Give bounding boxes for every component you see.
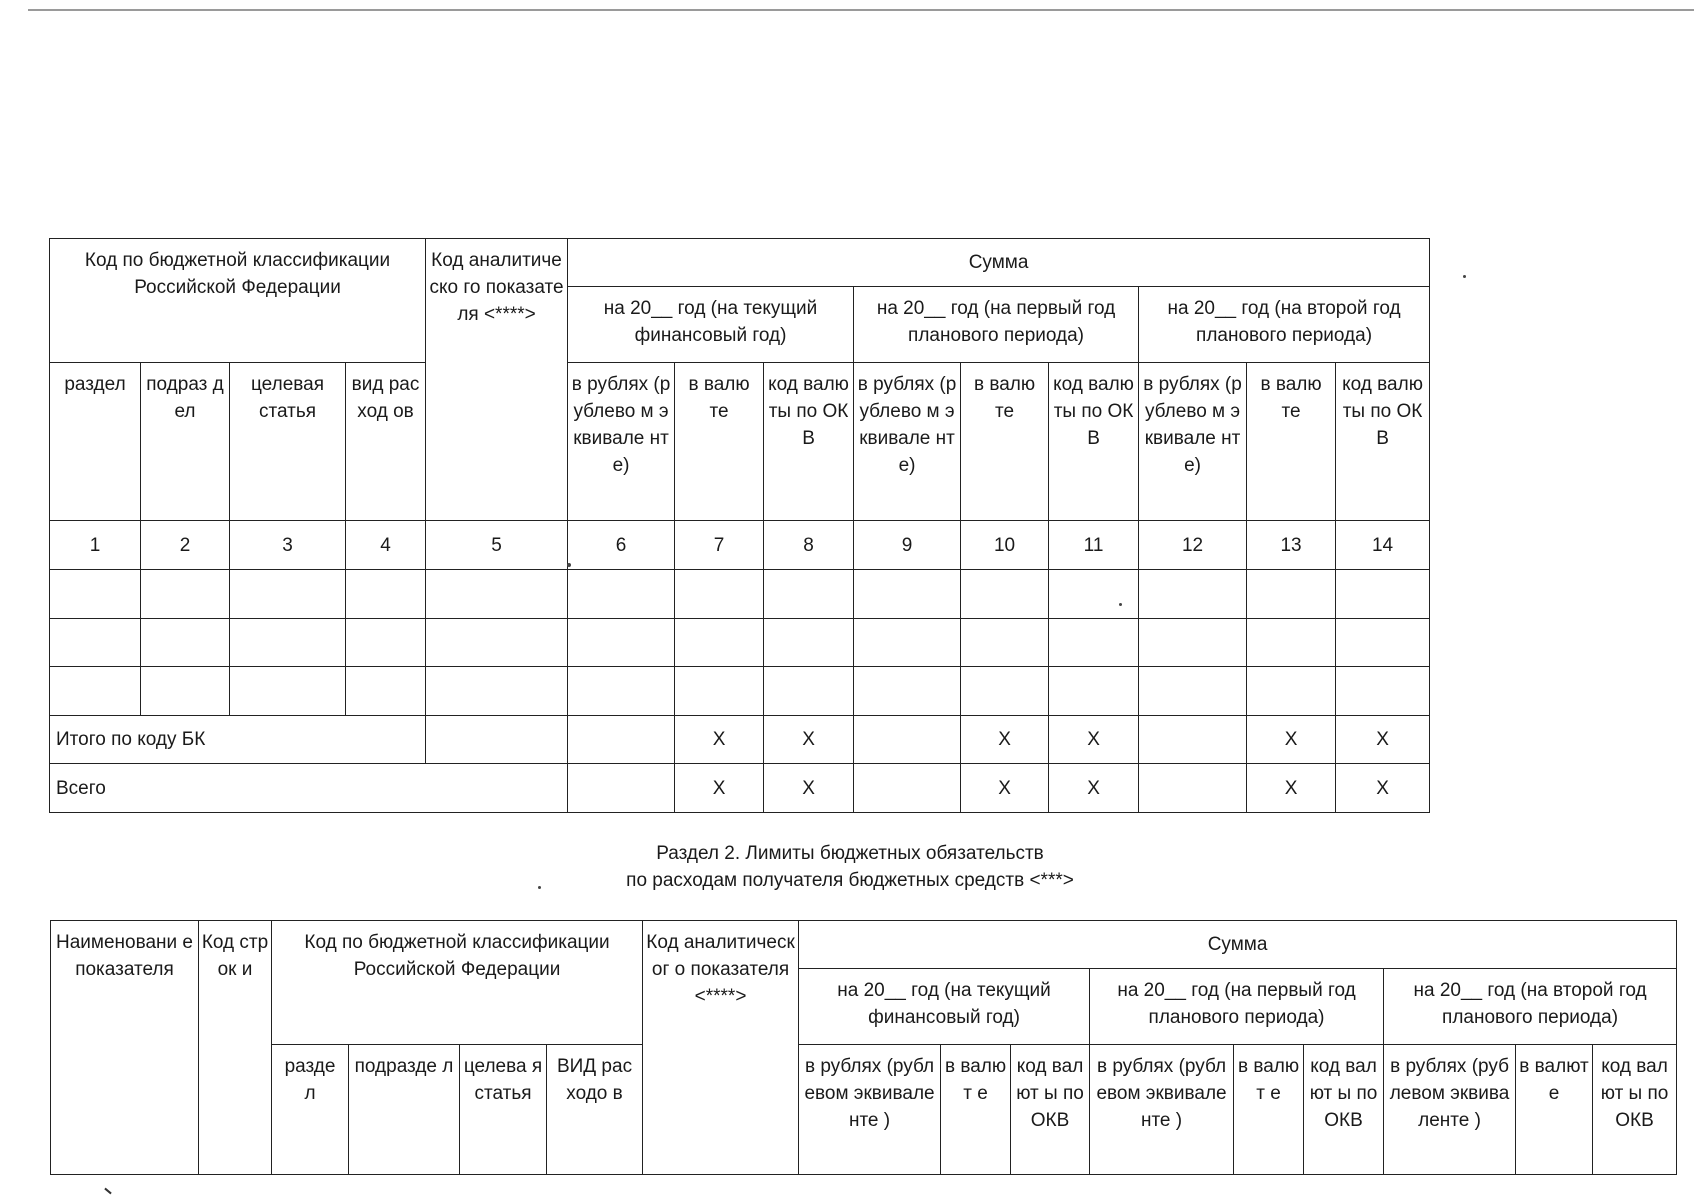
col-number: 12 (1139, 521, 1247, 570)
col-number: 1 (50, 521, 141, 570)
col-rub-current-2: в рублях (рублевом эквиваленте ) (799, 1045, 941, 1175)
x-mark: X (1049, 716, 1139, 764)
col-target-item: целевая статья (230, 363, 346, 521)
empty-cell[interactable] (1247, 570, 1336, 619)
col-number: 8 (764, 521, 854, 570)
x-mark: X (764, 716, 854, 764)
col-number: 4 (346, 521, 426, 570)
x-mark: X (675, 716, 764, 764)
col-okv-second: код валюты по ОКВ (1336, 363, 1430, 521)
empty-cell[interactable] (568, 619, 675, 667)
scan-mark (104, 1188, 111, 1195)
empty-cell[interactable] (854, 667, 961, 716)
empty-cell[interactable] (141, 667, 230, 716)
col-number: 6 (568, 521, 675, 570)
scan-speck (538, 886, 541, 889)
empty-cell[interactable] (568, 716, 675, 764)
empty-cell[interactable] (230, 619, 346, 667)
col-rub-second: в рублях (рублево м эквивале нте) (1139, 363, 1247, 521)
empty-cell[interactable] (1049, 570, 1139, 619)
col-number: 3 (230, 521, 346, 570)
x-mark: X (675, 764, 764, 813)
col-currency-current-2: в валют е (941, 1045, 1011, 1175)
col-okv-second-2: код валют ы по ОКВ (1593, 1045, 1677, 1175)
x-mark: X (1049, 764, 1139, 813)
col-okv-current-2: код валют ы по ОКВ (1011, 1045, 1090, 1175)
empty-cell[interactable] (50, 667, 141, 716)
empty-cell[interactable] (675, 619, 764, 667)
col-target-item-2: целева я статья (460, 1045, 547, 1175)
section2-title-line2: по расходам получателя бюджетных средств <***> (626, 870, 1074, 891)
col-currency-first-2: в валют е (1234, 1045, 1304, 1175)
empty-cell[interactable] (426, 570, 568, 619)
total-label: Всего (50, 764, 568, 813)
col-okv-first-2: код валют ы по ОКВ (1304, 1045, 1384, 1175)
analytic-code-header: Код аналитическо го показателя <****> (426, 239, 568, 521)
col-rub-second-2: в рублях (рублевом эквиваленте ) (1384, 1045, 1516, 1175)
bk-code-header: Код по бюджетной классификации Российской Федерации (50, 239, 426, 363)
empty-cell[interactable] (50, 619, 141, 667)
x-mark: X (1336, 716, 1430, 764)
empty-cell[interactable] (675, 570, 764, 619)
analytic-code-header-2: Код аналитическог о показателя <****> (643, 921, 799, 1175)
empty-cell[interactable] (230, 570, 346, 619)
year-current-header-2: на 20__ год (на текущий финансовый год) (799, 969, 1090, 1045)
empty-cell[interactable] (1139, 667, 1247, 716)
sum-header-2: Сумма (799, 921, 1677, 969)
empty-cell[interactable] (1247, 667, 1336, 716)
year-first-header: на 20__ год (на первый год планового периода) (854, 287, 1139, 363)
x-mark: X (961, 764, 1049, 813)
table-row (50, 619, 1430, 667)
col-number: 10 (961, 521, 1049, 570)
empty-cell[interactable] (675, 667, 764, 716)
year-current-header: на 20__ год (на текущий финансовый год) (568, 287, 854, 363)
col-okv-current: код валюты по ОКВ (764, 363, 854, 521)
empty-cell[interactable] (764, 667, 854, 716)
col-subsection-2: подразде л (349, 1045, 460, 1175)
empty-cell[interactable] (230, 667, 346, 716)
col-rub-current: в рублях (рублево м эквивале нте) (568, 363, 675, 521)
empty-cell[interactable] (568, 667, 675, 716)
empty-cell[interactable] (1336, 619, 1430, 667)
col-currency-second: в валюте (1247, 363, 1336, 521)
empty-cell[interactable] (961, 667, 1049, 716)
row-code-header: Код строк и (199, 921, 272, 1175)
empty-cell[interactable] (961, 619, 1049, 667)
section1-table (49, 238, 1430, 813)
empty-cell[interactable] (141, 570, 230, 619)
empty-cell[interactable] (426, 619, 568, 667)
total-bk-row (50, 716, 1430, 764)
col-number: 2 (141, 521, 230, 570)
col-number: 7 (675, 521, 764, 570)
section2-title-line1: Раздел 2. Лимиты бюджетных обязательств (656, 843, 1044, 864)
total-bk-label: Итого по коду БК (50, 716, 426, 764)
empty-cell[interactable] (854, 716, 961, 764)
col-currency-second-2: в валют е (1516, 1045, 1593, 1175)
empty-cell[interactable] (1049, 667, 1139, 716)
year-second-header-2: на 20__ год (на второй год планового периода) (1384, 969, 1677, 1045)
empty-cell[interactable] (346, 619, 426, 667)
empty-cell[interactable] (961, 570, 1049, 619)
empty-cell[interactable] (1049, 619, 1139, 667)
sum-header: Сумма (568, 239, 1430, 287)
col-expense-type: вид расход ов (346, 363, 426, 521)
col-rub-first-2: в рублях (рублевом эквиваленте ) (1090, 1045, 1234, 1175)
empty-cell[interactable] (1336, 570, 1430, 619)
empty-cell[interactable] (568, 764, 675, 813)
col-number: 5 (426, 521, 568, 570)
total-row (50, 764, 1430, 813)
col-section: раздел (50, 363, 141, 521)
empty-cell[interactable] (1139, 764, 1247, 813)
col-number: 13 (1247, 521, 1336, 570)
empty-cell[interactable] (854, 619, 961, 667)
x-mark: X (961, 716, 1049, 764)
empty-cell[interactable] (854, 570, 961, 619)
year-second-header: на 20__ год (на второй год планового периода) (1139, 287, 1430, 363)
col-currency-current: в валюте (675, 363, 764, 521)
empty-cell[interactable] (1139, 716, 1247, 764)
scan-speck (567, 563, 571, 567)
section2-table (50, 920, 1677, 1175)
empty-cell[interactable] (141, 619, 230, 667)
col-section-2: разде л (272, 1045, 349, 1175)
empty-cell[interactable] (764, 570, 854, 619)
indicator-name-header: Наименовани е показателя (51, 921, 199, 1175)
x-mark: X (1336, 764, 1430, 813)
empty-cell[interactable] (764, 619, 854, 667)
col-number: 9 (854, 521, 961, 570)
col-expense-type-2: ВИД расходо в (547, 1045, 643, 1175)
scan-speck (1119, 603, 1122, 606)
x-mark: X (1247, 716, 1336, 764)
col-number: 11 (1049, 521, 1139, 570)
col-currency-first: в валюте (961, 363, 1049, 521)
empty-cell[interactable] (426, 667, 568, 716)
empty-cell[interactable] (50, 570, 141, 619)
col-subsection: подраз дел (141, 363, 230, 521)
top-rule (28, 9, 1694, 11)
empty-cell[interactable] (568, 570, 675, 619)
bk-code-header-2: Код по бюджетной классификации Российской Федерации (272, 921, 643, 1045)
col-okv-first: код валюты по ОКВ (1049, 363, 1139, 521)
section2-title (450, 840, 1250, 894)
x-mark: X (764, 764, 854, 813)
col-number: 14 (1336, 521, 1430, 570)
scan-speck (1463, 275, 1466, 278)
empty-cell[interactable] (1139, 619, 1247, 667)
empty-cell[interactable] (346, 667, 426, 716)
empty-cell[interactable] (426, 716, 568, 764)
col-rub-first: в рублях (рублево м эквивале нте) (854, 363, 961, 521)
table-row (50, 667, 1430, 716)
x-mark: X (1247, 764, 1336, 813)
empty-cell[interactable] (346, 570, 426, 619)
empty-cell[interactable] (1336, 667, 1430, 716)
empty-cell[interactable] (1139, 570, 1247, 619)
year-first-header-2: на 20__ год (на первый год планового периода) (1090, 969, 1384, 1045)
empty-cell[interactable] (854, 764, 961, 813)
column-number-row (50, 521, 1430, 570)
table-row (50, 570, 1430, 619)
empty-cell[interactable] (1247, 619, 1336, 667)
